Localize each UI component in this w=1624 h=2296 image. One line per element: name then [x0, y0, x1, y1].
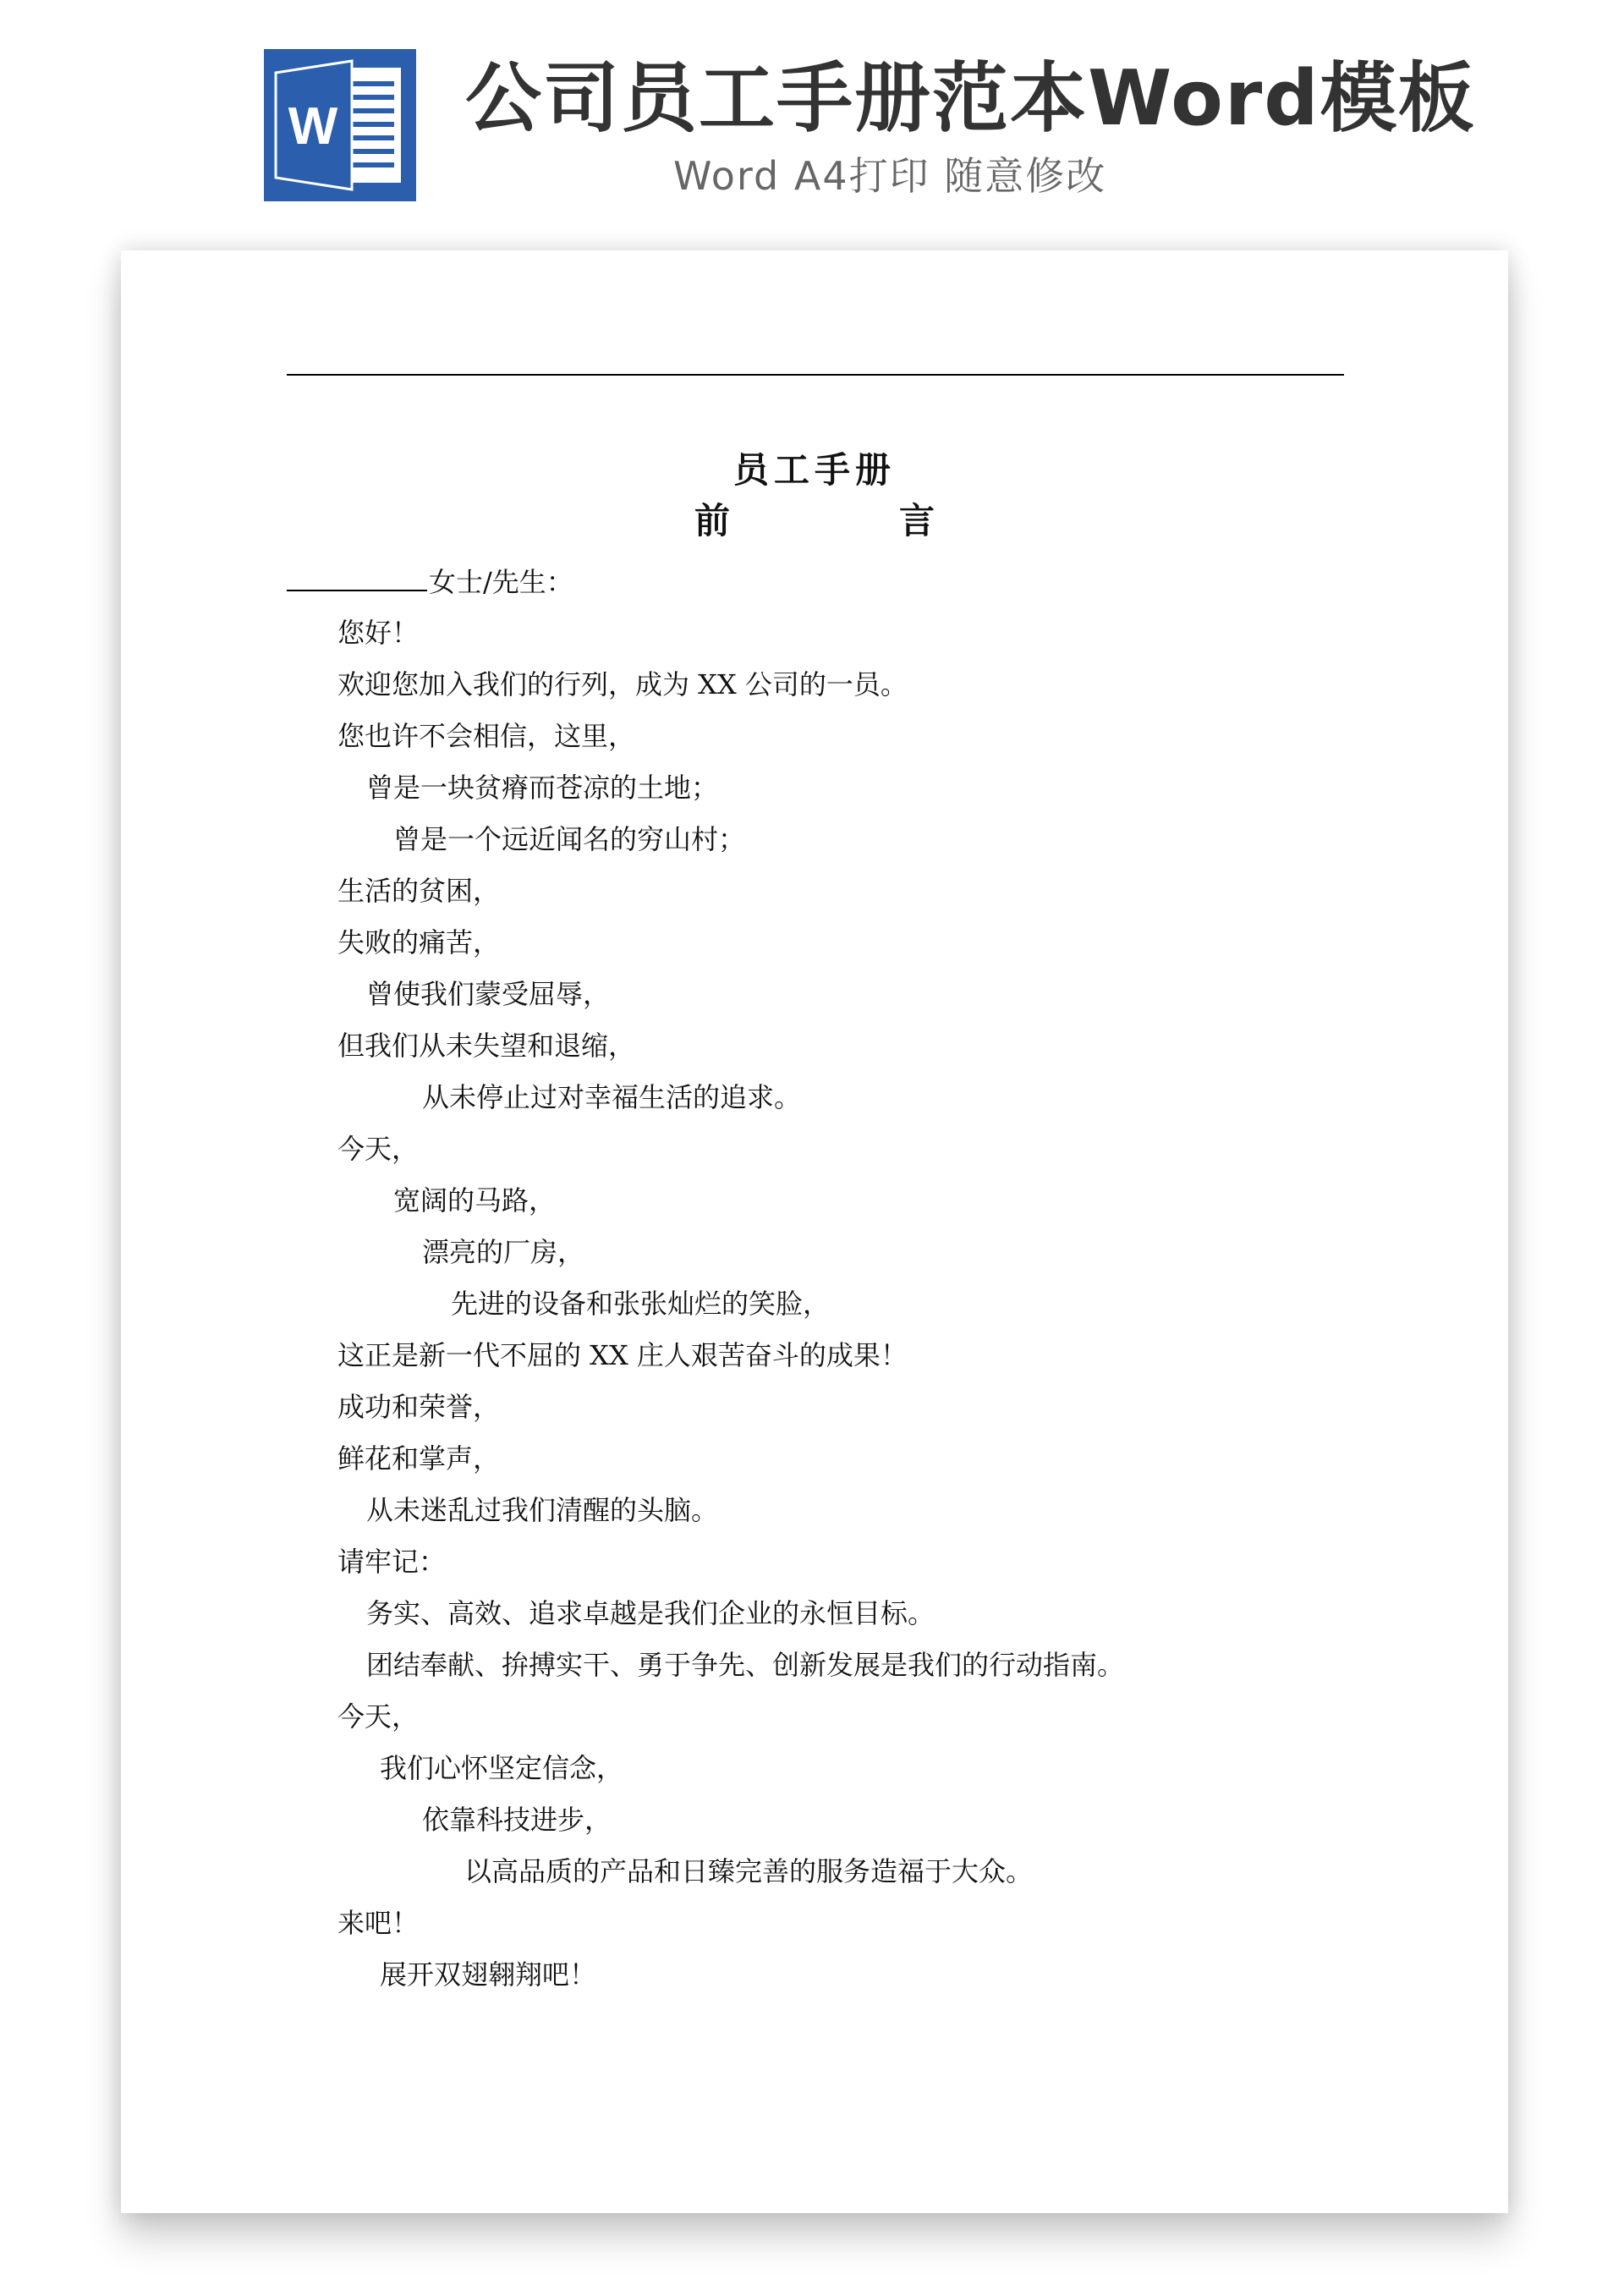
document-page: [121, 250, 1508, 2213]
preface-line: 漂亮的厂房，: [422, 1236, 585, 1268]
word-document-icon: [264, 49, 416, 201]
name-blank: [287, 564, 427, 591]
preface-line: 您也许不会相信，这里，: [337, 720, 636, 752]
preface-line: 展开双翅翱翔吧！: [380, 1958, 597, 1991]
preface-line: 依靠科技进步，: [422, 1804, 612, 1836]
preface-line: 曾使我们蒙受屈辱，: [366, 978, 611, 1010]
banner: [0, 0, 1624, 220]
preface-line: 鲜花和掌声，: [337, 1442, 501, 1475]
preface-line: 务实、高效、追求卓越是我们企业的永恒目标。: [366, 1597, 935, 1629]
preface-line: 以高品质的产品和日臻完善的服务造福于大众。: [464, 1855, 1034, 1887]
preface-line: 从未迷乱过我们清醒的头脑。: [366, 1494, 719, 1526]
banner-title: 公司员工手册范本Word模板: [465, 54, 1476, 143]
preface-line: 成功和荣誉，: [337, 1391, 501, 1423]
preface-line: 从未停止过对幸福生活的追求。: [422, 1081, 802, 1113]
preface-line: 宽阔的马路，: [393, 1184, 557, 1217]
subtitle-char-right: 言: [899, 500, 935, 541]
preface-line: 今天，: [337, 1133, 420, 1165]
preface-line: 团结奉献、拚搏实干、勇于争先、创新发展是我们的行动指南。: [366, 1649, 1125, 1681]
document-title: 员工手册: [732, 449, 896, 491]
salutation-text: 女士/先生：: [429, 566, 573, 598]
preface-line: 曾是一块贫瘠而苍凉的土地；: [366, 772, 719, 804]
preface-line: 这正是新一代不屈的 XX 庄人艰苦奋斗的成果！: [337, 1339, 908, 1371]
preface-line: 请牢记：: [337, 1546, 447, 1578]
word-icon-letter: W: [288, 97, 338, 156]
preface-line: 但我们从未失望和退缩，: [337, 1030, 636, 1062]
preface-line: 先进的设备和张张灿烂的笑脸，: [451, 1288, 831, 1320]
preface-line: 生活的贫困，: [337, 875, 501, 907]
salutation: [287, 563, 573, 601]
subtitle-char-left: 前: [694, 500, 730, 541]
preface-line: 您好！: [337, 617, 420, 649]
document-subtitle: [121, 497, 1508, 545]
preface-line: 来吧！: [337, 1907, 420, 1939]
preface-line: 欢迎您加入我们的行列，成为 XX 公司的一员。: [337, 668, 908, 700]
header-rule: [287, 374, 1344, 376]
preface-line: 曾是一个远近闻名的穷山村；: [393, 823, 746, 855]
banner-subtitle: Word A4打印 随意修改: [673, 153, 1107, 199]
preface-line: 失败的痛苦，: [337, 926, 501, 958]
preface-line: 今天，: [337, 1700, 420, 1733]
preface-line: 我们心怀坚定信念，: [380, 1752, 624, 1784]
